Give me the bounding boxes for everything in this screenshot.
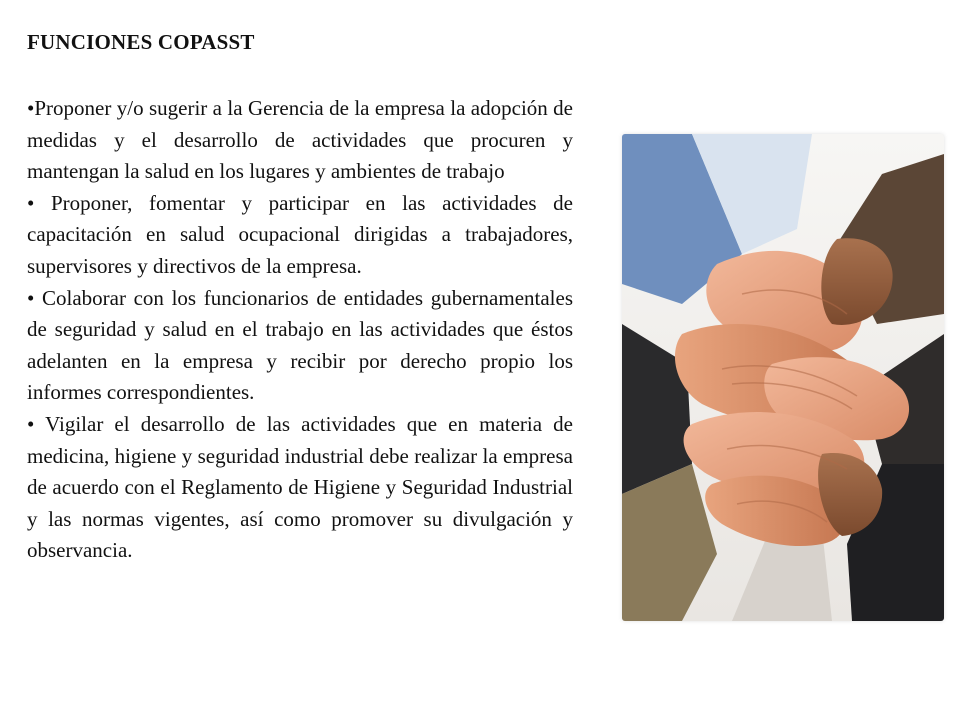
- teamwork-hands-photo: [622, 134, 944, 621]
- slide-title: FUNCIONES COPASST: [27, 30, 255, 54]
- bullet-list: [27, 93, 573, 567]
- bullet-item-3: • Colaborar con los funcionarios de entidades gubernamentales de seguridad y salud en el trabajo en las actividades que éstos adelanten en la empresa y recibir por derecho propio los informes correspondientes.: [27, 285, 573, 405]
- bullet-item-2: • Proponer, fomentar y participar en las actividades de capacitación en salud ocupacional dirigidas a trabajadores, supervisores y directivos de la empresa.: [27, 190, 573, 278]
- hands-stack-illustration: [622, 134, 944, 621]
- bullet-item-4: • Vigilar el desarrollo de las actividades que en materia de medicina, higiene y seguridad industrial debe realizar la empresa de acuerdo con el Reglamento de Higiene y Seguridad Industrial y las normas vigentes, así como promover su divulgación y observancia.: [27, 411, 573, 563]
- bullet-item-1: •Proponer y/o sugerir a la Gerencia de la empresa la adopción de medidas y el desarrollo de actividades que procuren y mantengan la salud en los lugares y ambientes de trabajo: [27, 96, 573, 184]
